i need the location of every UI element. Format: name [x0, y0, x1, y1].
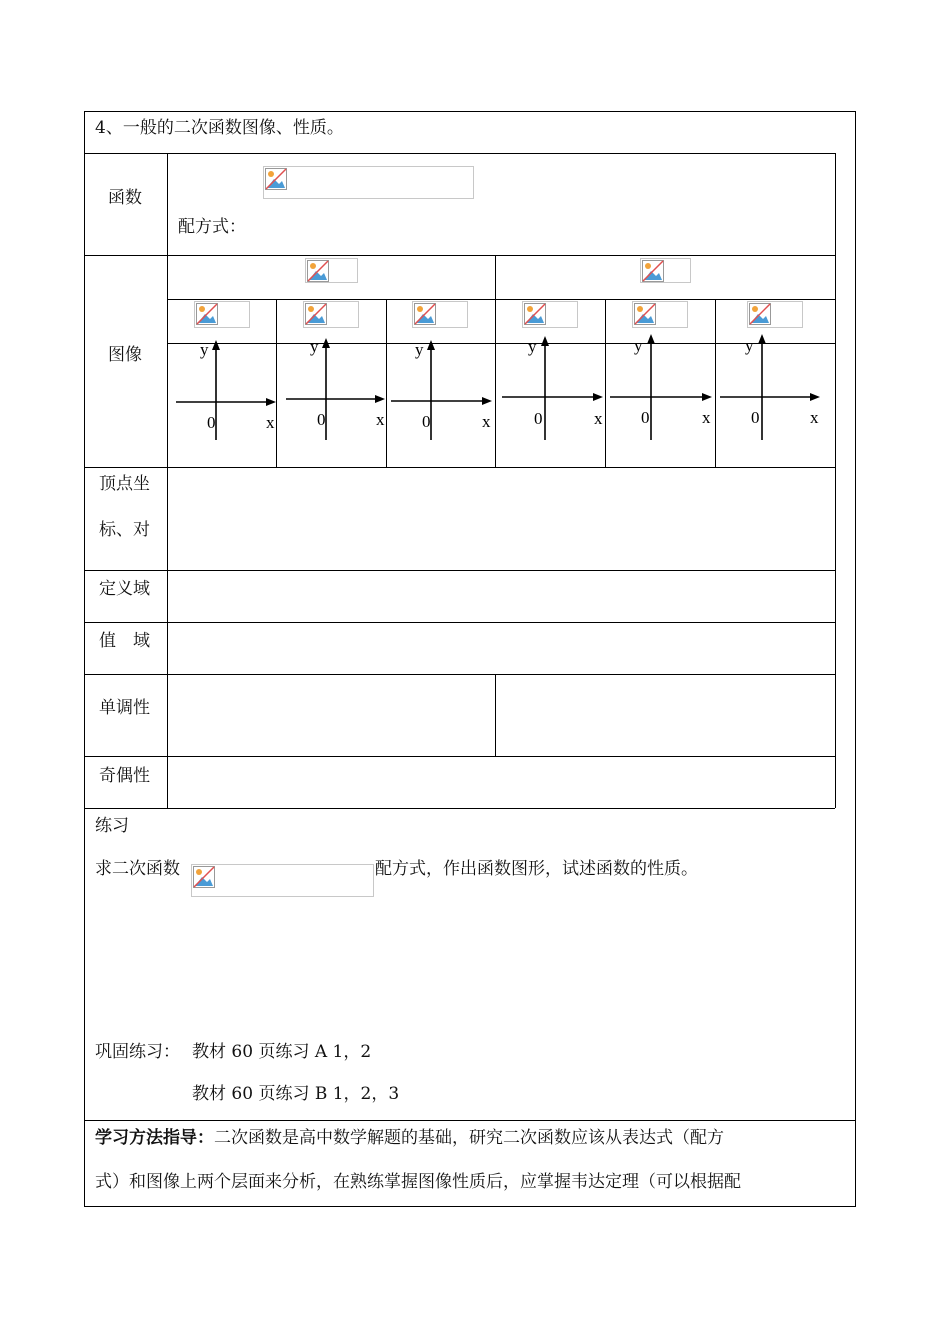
formula-image-case-6: [747, 301, 803, 328]
x-axis-label: x: [702, 408, 711, 427]
x-axis-arrow: [482, 397, 492, 405]
range-label: 值 域: [99, 631, 150, 651]
y-axis-arrow: [212, 340, 220, 350]
formula-image-case-4: [522, 301, 578, 328]
guidance-line2: 式）和图像上两个层面来分析，在熟练掌握图像性质后，应掌握韦达定理（可以根据配: [95, 1172, 741, 1192]
exercise-prompt-after: 配方式，作出函数图形，试述函数的性质。: [375, 859, 698, 879]
guidance-line1: [95, 1127, 724, 1149]
guidance-top-border: [84, 1120, 856, 1121]
guidance-label: 学习方法指导：: [95, 1128, 214, 1148]
x-axis-arrow: [702, 393, 712, 401]
graph-label: 图像: [108, 345, 142, 365]
formula-image-exercise: [191, 864, 374, 897]
broken-image-icon: [634, 303, 656, 325]
domain-label: 定义域: [99, 579, 150, 599]
x-axis-arrow: [266, 398, 276, 406]
exercise-prompt-before: 求二次函数: [95, 859, 180, 879]
y-axis-label: y: [200, 340, 209, 359]
x-axis-label: x: [810, 408, 819, 427]
formula-image-a-negative: [640, 258, 691, 283]
broken-image-icon: [307, 260, 329, 282]
y-axis-label: y: [745, 336, 754, 355]
function-label: 函数: [108, 188, 142, 208]
origin-label: 0: [534, 409, 543, 428]
origin-label: 0: [317, 410, 326, 429]
formula-image-function: [263, 166, 474, 199]
y-axis-label: y: [415, 340, 424, 359]
origin-label: 0: [751, 408, 760, 427]
x-axis-label: x: [376, 410, 385, 429]
origin-label: 0: [641, 408, 650, 427]
broken-image-icon: [196, 303, 218, 325]
y-axis-arrow: [541, 336, 549, 346]
section-heading: 4、一般的二次函数图像、性质。: [95, 118, 344, 138]
y-axis-label: y: [310, 337, 319, 356]
broken-image-icon: [193, 866, 215, 888]
x-axis-arrow: [593, 393, 603, 401]
formula-image-case-5: [632, 301, 688, 328]
broken-image-icon: [524, 303, 546, 325]
consolidate-line1: 教材 60 页练习 A 1，2: [192, 1042, 372, 1062]
consolidate-label: 巩固练习：: [95, 1042, 180, 1062]
broken-image-icon: [414, 303, 436, 325]
x-axis-label: x: [482, 412, 491, 431]
x-axis-label: x: [266, 413, 275, 432]
y-axis-arrow: [427, 340, 435, 350]
vertex-label-line2: 标、对: [99, 520, 150, 540]
broken-image-icon: [642, 260, 664, 282]
outer-left-border: [84, 111, 85, 1206]
broken-image-icon: [749, 303, 771, 325]
formula-image-case-1: [194, 301, 250, 328]
exercise-title: 练习: [95, 816, 129, 836]
guidance-text-line1: 二次函数是高中数学解题的基础，研究二次函数应该从表达式（配方: [214, 1128, 724, 1148]
formula-image-case-3: [412, 301, 468, 328]
consolidate-line2: 教材 60 页练习 B 1，2，3: [192, 1084, 400, 1104]
peifang-label: 配方式：: [178, 217, 246, 237]
origin-label: 0: [207, 413, 216, 432]
outer-bottom-border: [84, 1206, 856, 1207]
outer-top-border: [84, 111, 856, 112]
x-axis-label: x: [594, 409, 603, 428]
y-axis-label: y: [528, 337, 537, 356]
broken-image-icon: [305, 303, 327, 325]
parity-label: 奇偶性: [99, 766, 150, 786]
x-axis-arrow: [810, 393, 820, 401]
x-axis-arrow: [375, 395, 385, 403]
vertex-label-line1: 顶点坐: [99, 474, 150, 494]
broken-image-icon: [265, 168, 287, 190]
formula-image-case-2: [303, 301, 359, 328]
origin-label: 0: [422, 412, 431, 431]
outer-right-border: [855, 111, 856, 1206]
monotonic-label: 单调性: [99, 698, 150, 718]
formula-image-a-positive: [305, 258, 358, 283]
y-axis-label: y: [634, 336, 643, 355]
